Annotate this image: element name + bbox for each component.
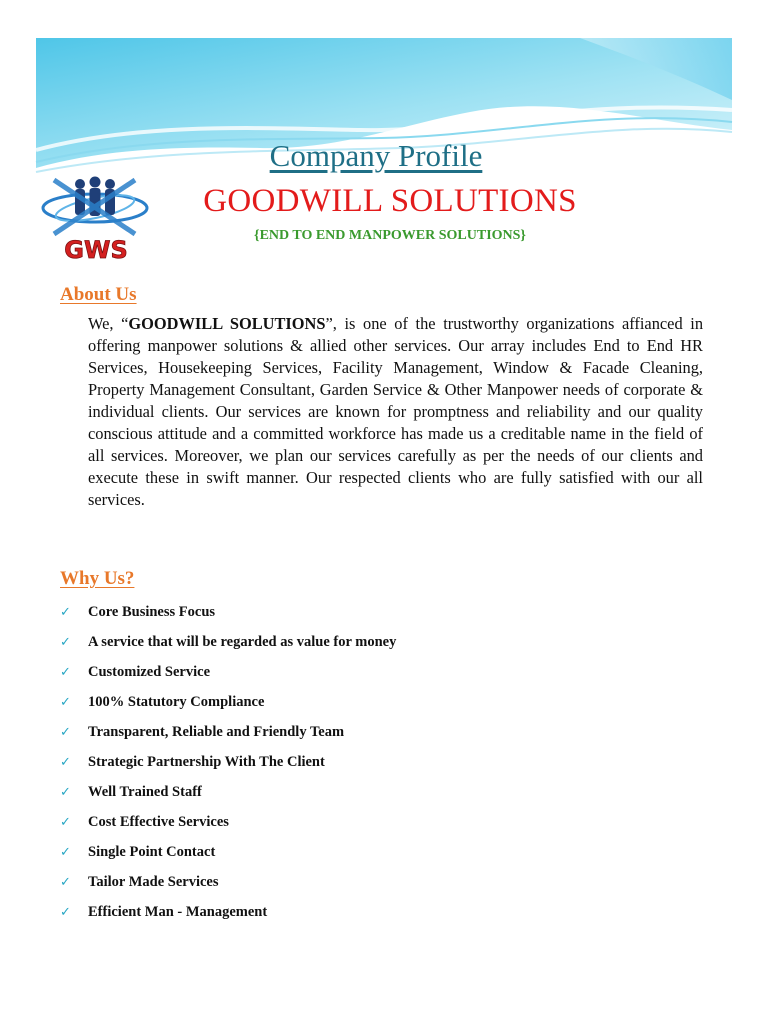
list-item-label: Well Trained Staff [88, 784, 202, 800]
list-item [60, 784, 700, 814]
check-icon: ✓ [60, 605, 71, 620]
list-item [60, 844, 700, 874]
list-item [60, 814, 700, 844]
check-icon: ✓ [60, 695, 71, 710]
check-icon: ✓ [60, 815, 71, 830]
check-icon: ✓ [60, 845, 71, 860]
list-item-label: Customized Service [88, 664, 211, 680]
company-tagline: {END TO END MANPOWER SOLUTIONS} [254, 228, 526, 243]
check-icon: ✓ [60, 785, 71, 800]
list-item-label: Single Point Contact [88, 844, 216, 860]
check-icon: ✓ [60, 905, 71, 920]
list-item-label: Core Business Focus [88, 604, 216, 620]
list-item-label: 100% Statutory Compliance [88, 694, 265, 710]
list-item [60, 634, 700, 664]
about-company-bold: GOODWILL SOLUTIONS [128, 314, 326, 333]
list-item [60, 874, 700, 904]
gws-logo [40, 172, 155, 264]
check-icon: ✓ [60, 635, 71, 650]
list-item-label: Efficient Man - Management [88, 904, 268, 920]
about-body: ”, is one of the trustworthy organizations affianced in offering manpower solutions & allied other services. Our array includes End to End HR Services, Housekeeping Services, Facility Management, Window & Facade Cleaning, Property Management Consultant, Garden Service & Other Manpower needs of corporate & individual clients. Our services are known for promptness and reliability and our quality conscious attitude and a committed workforce has made us a creditable name in the field of all services. Moreover, we plan our services carefully as per the needs of our clients and execute these in swift manner. Our respected clients who are fully satisfied with our all services. [88, 314, 704, 509]
list-item-label: Cost Effective Services [88, 814, 229, 830]
check-icon: ✓ [60, 725, 71, 740]
list-item-label: Transparent, Reliable and Friendly Team [88, 724, 345, 740]
logo-text: GWS [64, 236, 128, 264]
list-item-label: A service that will be regarded as value for money [88, 634, 397, 650]
list-item [60, 664, 700, 694]
why-us-heading: Why Us? [60, 568, 135, 589]
page-title: Company Profile [269, 138, 483, 173]
list-item-label: Tailor Made Services [88, 874, 219, 890]
about-heading: About Us [60, 284, 137, 305]
list-item [60, 604, 700, 634]
why-us-list [60, 604, 700, 934]
about-paragraph [88, 313, 703, 511]
list-item [60, 724, 700, 754]
company-name: GOODWILL SOLUTIONS [203, 183, 577, 219]
about-intro: We, “ [88, 314, 129, 333]
list-item [60, 694, 700, 724]
list-item [60, 754, 700, 784]
check-icon: ✓ [60, 875, 71, 890]
list-item-label: Strategic Partnership With The Client [88, 754, 325, 770]
list-item [60, 904, 700, 934]
check-icon: ✓ [60, 755, 71, 770]
check-icon: ✓ [60, 665, 71, 680]
